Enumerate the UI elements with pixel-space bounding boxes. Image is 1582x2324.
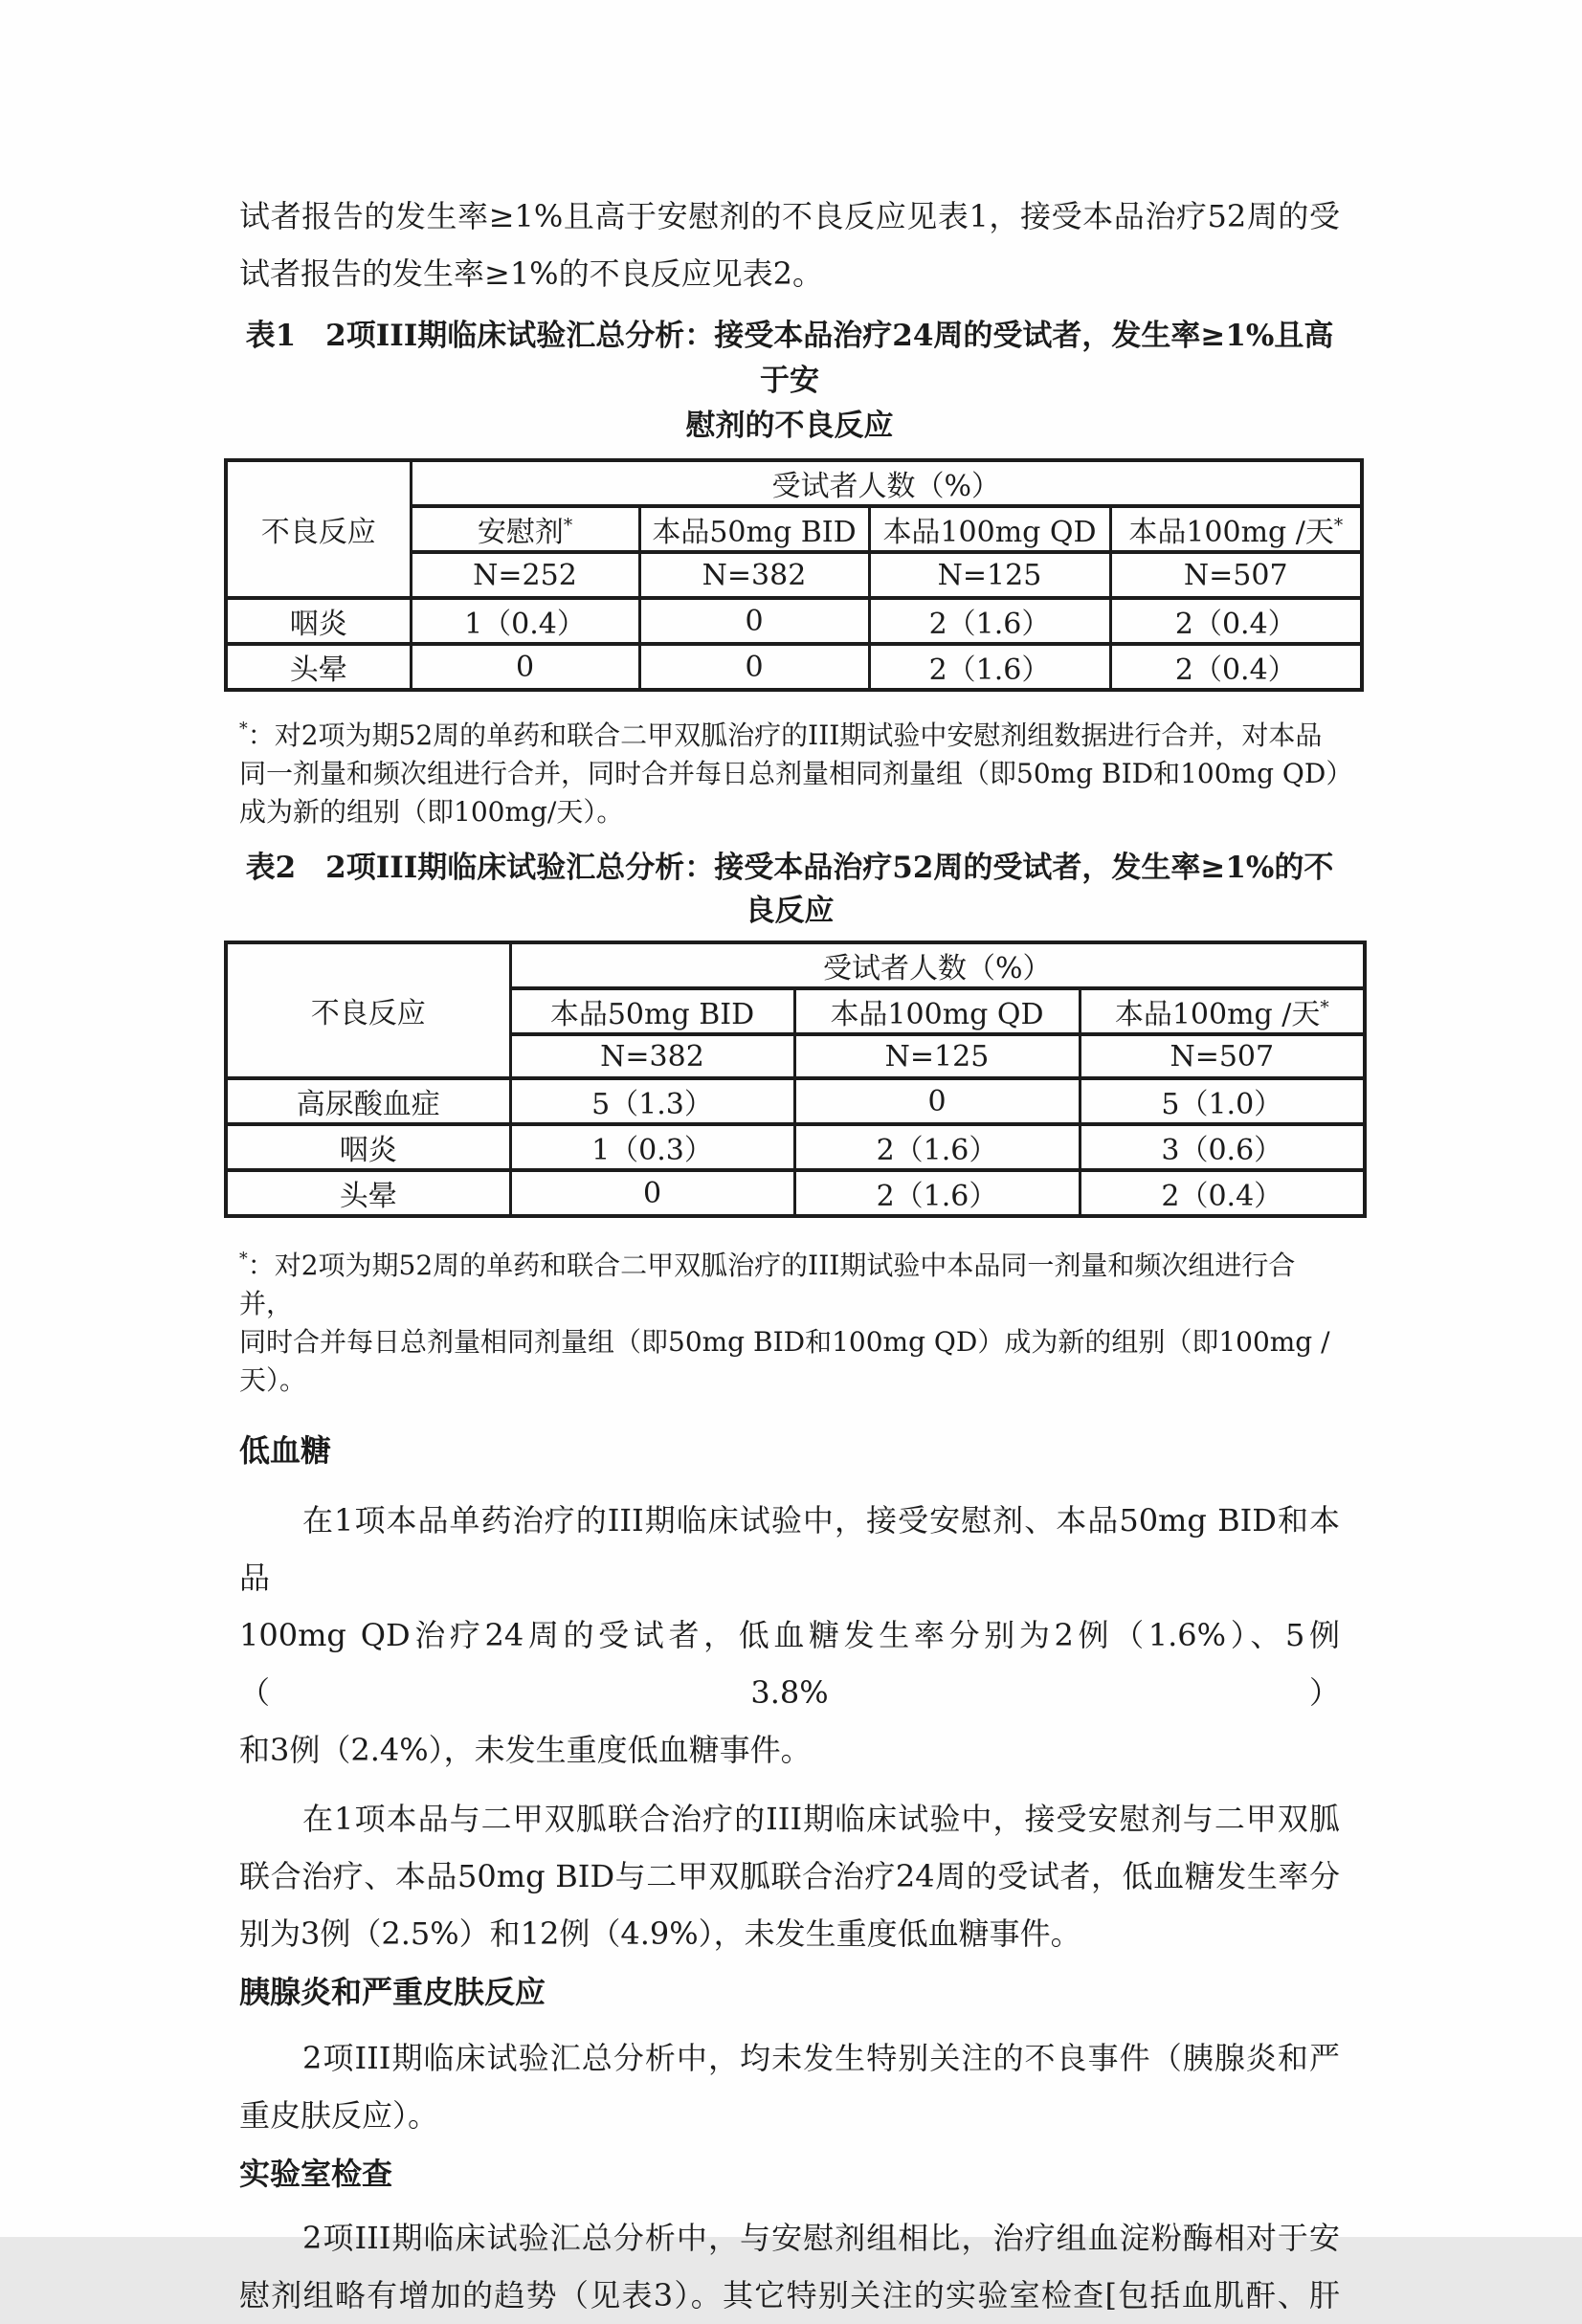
laboratory-paragraph xyxy=(239,2209,1340,2324)
table1-cell: 0 xyxy=(411,644,639,690)
table1-cell: 2（0.4） xyxy=(1110,598,1362,644)
hypoglycemia-paragraph-2 xyxy=(239,1790,1340,1962)
table1-caption-line: 表1 2项III期临床试验汇总分析：接受本品治疗24周的受试者，发生率≥1%且高于安 xyxy=(245,319,1334,398)
table2-row-name: 高尿酸血症 xyxy=(226,1078,510,1124)
footnote-marker: * xyxy=(1333,516,1344,536)
footnote-line: 成为新的组别（即100mg/天）。 xyxy=(239,796,624,828)
table2-cell: 5（1.3） xyxy=(510,1078,794,1124)
table2-row-name: 头晕 xyxy=(226,1170,510,1216)
footnote-text: ：对2项为期52周的单药和联合二甲双胍治疗的III期试验中本品同一剂量和频次组进行合并， xyxy=(239,1250,1296,1319)
table1-cell: 0 xyxy=(639,598,869,644)
group-label: 本品100mg /天 xyxy=(1114,998,1321,1031)
table-row xyxy=(226,598,1362,644)
table1-n-value: N=125 xyxy=(869,552,1110,598)
section-heading-pancreatitis: 胰腺炎和严重皮肤反应 xyxy=(239,1974,546,2010)
group-label: 本品100mg QD xyxy=(882,516,1097,549)
table1-cell: 0 xyxy=(639,644,869,690)
table2-n-value: N=382 xyxy=(510,1034,794,1078)
table-row xyxy=(226,942,1365,988)
footnote-line xyxy=(239,1247,1340,1323)
table-row xyxy=(226,1170,1365,1216)
table1-cell: 2（1.6） xyxy=(869,598,1110,644)
table1-caption-line: 慰剂的不良反应 xyxy=(685,409,894,443)
table1-n-value: N=507 xyxy=(1110,552,1362,598)
pancreatitis-paragraph xyxy=(239,2029,1340,2144)
paragraph-line: 试者报告的发生率≥1%的不良反应见表2。 xyxy=(239,255,823,292)
table2-cell: 2（1.6） xyxy=(794,1170,1080,1216)
paragraph-line: 在1项本品与二甲双胍联合治疗的III期临床试验中，接受安慰剂与二甲双胍 xyxy=(302,1801,1340,1837)
group-label: 本品50mg BID xyxy=(549,998,755,1031)
table1-footnote xyxy=(239,717,1353,831)
table2-group-header xyxy=(510,988,794,1034)
paragraph-line: 2项III期临床试验汇总分析中，与安慰剂组相比，治疗组血淀粉酶相对于安 xyxy=(302,2220,1340,2256)
table2-cell: 5（1.0） xyxy=(1080,1078,1365,1124)
table2-group-header xyxy=(1080,988,1365,1034)
table1-cell: 2（0.4） xyxy=(1110,644,1362,690)
paragraph-line: 重皮肤反应）。 xyxy=(239,2097,439,2134)
group-label: 安慰剂 xyxy=(477,516,564,549)
table-row xyxy=(226,460,1362,506)
table1-adverse-reactions-24w xyxy=(224,458,1364,692)
table2-adverse-reactions-52w xyxy=(224,941,1367,1218)
footnote-marker: * xyxy=(239,1250,248,1270)
table2-caption xyxy=(239,847,1340,933)
table2-cell: 0 xyxy=(794,1078,1080,1124)
section-heading-laboratory: 实验室检查 xyxy=(239,2156,393,2192)
table2-caption-line: 表2 2项III期临床试验汇总分析：接受本品治疗52周的受试者，发生率≥1%的不良反应 xyxy=(245,851,1334,928)
paragraph-line: 别为3例（2.5%）和12例（4.9%），未发生重度低血糖事件。 xyxy=(239,1915,1081,1952)
table2-cell: 3（0.6） xyxy=(1080,1124,1365,1170)
footnote-line: 同一剂量和频次组进行合并，同时合并每日总剂量相同剂量组（即50mg BID和100mg QD） xyxy=(239,758,1353,789)
group-label: 本品50mg BID xyxy=(652,516,857,549)
table2-n-value: N=125 xyxy=(794,1034,1080,1078)
table1-cell: 2（1.6） xyxy=(869,644,1110,690)
table2-footnote xyxy=(239,1247,1340,1400)
group-label: 本品100mg QD xyxy=(830,998,1044,1031)
table2-cell: 1（0.3） xyxy=(510,1124,794,1170)
table1-cell: 1（0.4） xyxy=(411,598,639,644)
paragraph-line: 和3例（2.4%），未发生重度低血糖事件。 xyxy=(239,1732,812,1768)
table1-n-value: N=382 xyxy=(639,552,869,598)
footnote-line: 同时合并每日总剂量相同剂量组（即50mg BID和100mg QD）成为新的组别（即100mg /天）。 xyxy=(239,1326,1330,1396)
table2-col-header-subjects: 受试者人数（%） xyxy=(510,942,1365,988)
paragraph-line: 慰剂组略有增加的趋势（见表3）。其它特别关注的实验室检查[包括血肌酐、肝 xyxy=(239,2277,1340,2313)
footnote-marker: * xyxy=(239,719,248,740)
table1-group-header xyxy=(1110,506,1362,552)
paragraph-line: 2项III期临床试验汇总分析中，均未发生特别关注的不良事件（胰腺炎和严 xyxy=(302,2040,1340,2076)
hypoglycemia-paragraph-1 xyxy=(239,1492,1340,1779)
table-row xyxy=(226,1124,1365,1170)
table-row xyxy=(226,1078,1365,1124)
table2-row-name: 咽炎 xyxy=(226,1124,510,1170)
table1-row-name: 头晕 xyxy=(226,644,411,690)
table1-group-header xyxy=(639,506,869,552)
footnote-marker: * xyxy=(1320,998,1329,1018)
table1-row-name: 咽炎 xyxy=(226,598,411,644)
table2-cell: 0 xyxy=(510,1170,794,1216)
table1-n-value: N=252 xyxy=(411,552,639,598)
table1-col-header-subjects: 受试者人数（%） xyxy=(411,460,1362,506)
intro-paragraph xyxy=(239,188,1340,302)
table2-cell: 2（1.6） xyxy=(794,1124,1080,1170)
table1-col-header-adverse-reaction: 不良反应 xyxy=(226,460,411,598)
footnote-text: ：对2项为期52周的单药和联合二甲双胍治疗的III期试验中安慰剂组数据进行合并，对本品 xyxy=(247,719,1323,751)
paragraph-line: 联合治疗、本品50mg BID与二甲双胍联合治疗24周的受试者，低血糖发生率分 xyxy=(239,1858,1340,1894)
paragraph-line: 在1项本品单药治疗的III期临床试验中，接受安慰剂、本品50mg BID和本品 xyxy=(239,1502,1340,1596)
table-row xyxy=(226,644,1362,690)
footnote-marker: * xyxy=(563,516,573,536)
table1-caption xyxy=(239,314,1340,449)
table2-n-value: N=507 xyxy=(1080,1034,1365,1078)
footnote-line xyxy=(239,717,1340,755)
table2-group-header xyxy=(794,988,1080,1034)
section-heading-hypoglycemia: 低血糖 xyxy=(239,1432,332,1469)
table2-col-header-adverse-reaction: 不良反应 xyxy=(226,942,510,1078)
table2-cell: 2（0.4） xyxy=(1080,1170,1365,1216)
group-label: 本品100mg /天 xyxy=(1128,516,1334,549)
paragraph-line: 试者报告的发生率≥1%且高于安慰剂的不良反应见表1，接受本品治疗52周的受 xyxy=(239,198,1340,234)
table1-group-header xyxy=(411,506,639,552)
table1-group-header xyxy=(869,506,1110,552)
paragraph-line: 100mg QD治疗24周的受试者，低血糖发生率分别为2例（1.6%）、5例（3.8%） xyxy=(239,1617,1340,1711)
